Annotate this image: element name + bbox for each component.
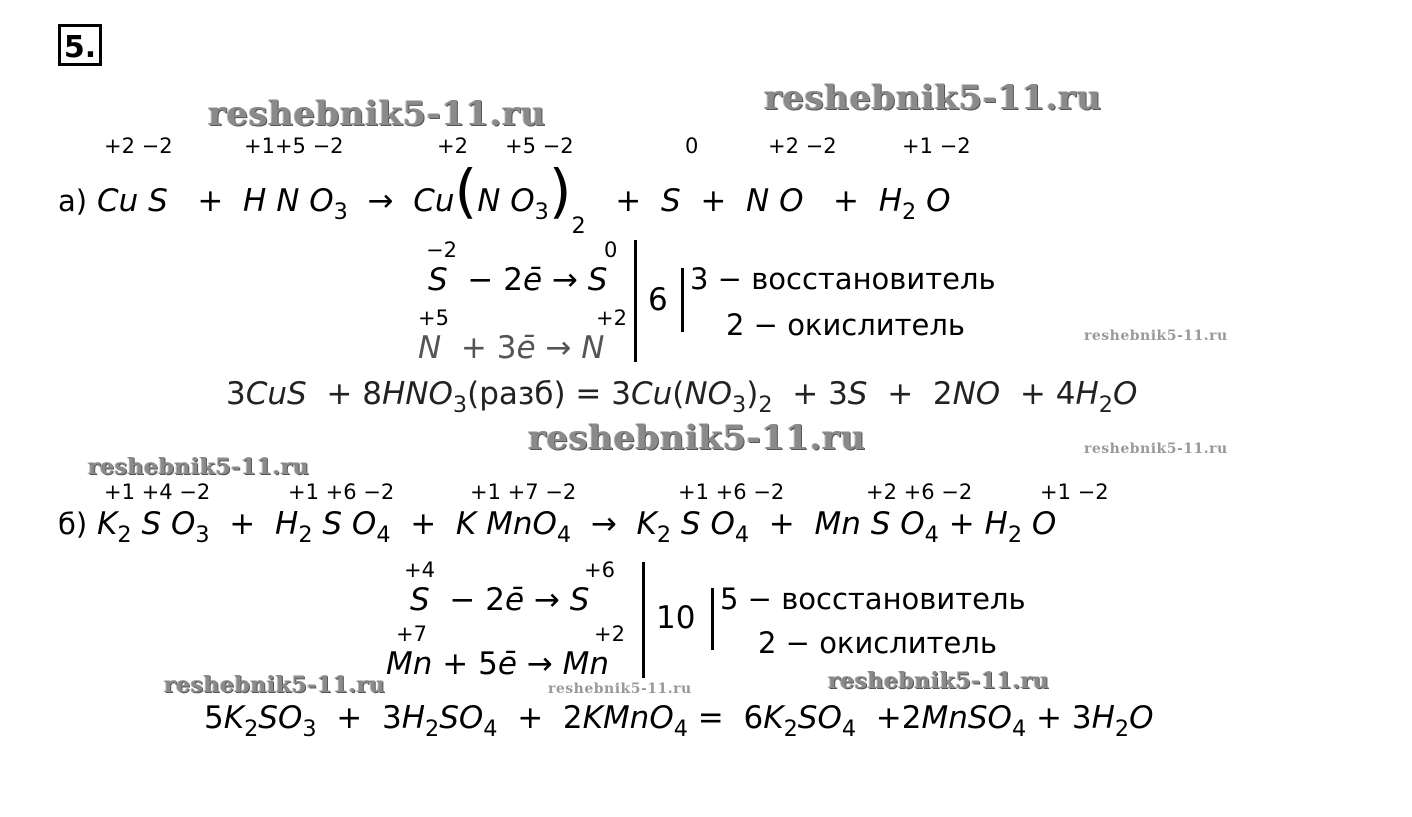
divider-line <box>634 240 637 362</box>
divider-line <box>681 268 684 332</box>
oxidizer-coef: 2 <box>758 626 777 660</box>
balance-factor: 6 <box>648 282 668 318</box>
half-reaction-reduction: N + 3ē → N <box>418 330 605 366</box>
ox-state: +1+5 −2 <box>244 134 344 158</box>
divider-line <box>711 588 714 650</box>
watermark: reshebnik5-11.ru <box>208 94 546 134</box>
ox-state: +2 <box>437 134 468 158</box>
half-reaction-oxidation: S − 2ē → S <box>410 582 590 618</box>
balance-ox: +5 <box>418 306 449 330</box>
balance-ox: +2 <box>594 622 625 646</box>
watermark: reshebnik5-11.ru <box>88 454 310 480</box>
oxidizer-line <box>726 308 965 342</box>
oxidizer-word: − окислитель <box>785 626 997 660</box>
half-reaction-reduction: Mn + 5ē → Mn <box>386 646 609 682</box>
task-number: 5. <box>58 24 102 66</box>
reducer-coef: 5 <box>720 582 739 616</box>
ox-state: +2 +6 −2 <box>866 480 973 504</box>
watermark: reshebnik5-11.ru <box>828 668 1050 694</box>
ox-state: +2 −2 <box>104 134 173 158</box>
balance-ox: +4 <box>404 558 435 582</box>
part-a-scheme: а) Cu S + H N $O_3 \to Cu(N$ $O_3)_2 + S + N$ $O + H_2$ O <box>58 157 951 239</box>
ox-state: +2 −2 <box>768 134 837 158</box>
reducer-coef: 3 <box>690 262 709 296</box>
ox-state: +1 −2 <box>902 134 971 158</box>
watermark: reshebnik5-11.ru <box>548 681 692 697</box>
ox-state: +1 +4 −2 <box>104 480 211 504</box>
ox-state: +5 −2 <box>505 134 574 158</box>
balance-ox: 0 <box>604 238 618 262</box>
part-a-final-equation: $3CuS + 8HNO_3(разб) = 3Cu(NO_3)_2 + 3S + 2NO + 4H_2O$ <box>226 376 1138 418</box>
balance-ox: +2 <box>596 306 627 330</box>
part-b-final-equation: $5K_2SO_3 + 3H_2SO_4$ + 2KMnO$_4$ = $6K_2SO_4$ +2MnSO$_4$ + $3H_2O$ <box>204 700 1154 742</box>
balance-ox: −2 <box>426 238 457 262</box>
ox-state: +1 −2 <box>1040 480 1109 504</box>
ox-state: +1 +6 −2 <box>678 480 785 504</box>
reducer-word: − восстановитель <box>717 262 996 296</box>
balance-ox: +6 <box>584 558 615 582</box>
oxidizer-word: − окислитель <box>753 308 965 342</box>
balance-factor: 10 <box>656 600 696 636</box>
watermark: reshebnik5-11.ru <box>1084 441 1228 457</box>
ox-state: +1 +6 −2 <box>288 480 395 504</box>
reducer-line <box>720 582 1026 616</box>
oxidizer-coef: 2 <box>726 308 745 342</box>
ox-state: 0 <box>685 134 699 158</box>
reducer-word: − восстановитель <box>747 582 1026 616</box>
watermark: reshebnik5-11.ru <box>528 418 866 458</box>
oxidizer-line <box>758 626 997 660</box>
ox-state: +1 +7 −2 <box>470 480 577 504</box>
part-label: а) <box>58 184 88 218</box>
watermark: reshebnik5-11.ru <box>164 672 386 698</box>
divider-line <box>642 562 645 678</box>
watermark: reshebnik5-11.ru <box>764 78 1102 118</box>
balance-ox: +7 <box>396 622 427 646</box>
part-label: б) <box>58 507 88 541</box>
diluted-note: (разб) <box>467 376 566 412</box>
part-b-scheme: б) $K_2$ S $O_3 + H_2$ S $O_4 + K$ $MnO_4 \to K_2$ S $O_4 + Mn$ S $O_4 + H_2$ O <box>58 506 1057 548</box>
reducer-line <box>690 262 996 296</box>
watermark: reshebnik5-11.ru <box>1084 328 1228 344</box>
half-reaction-oxidation: S − 2ē → S <box>428 262 608 298</box>
